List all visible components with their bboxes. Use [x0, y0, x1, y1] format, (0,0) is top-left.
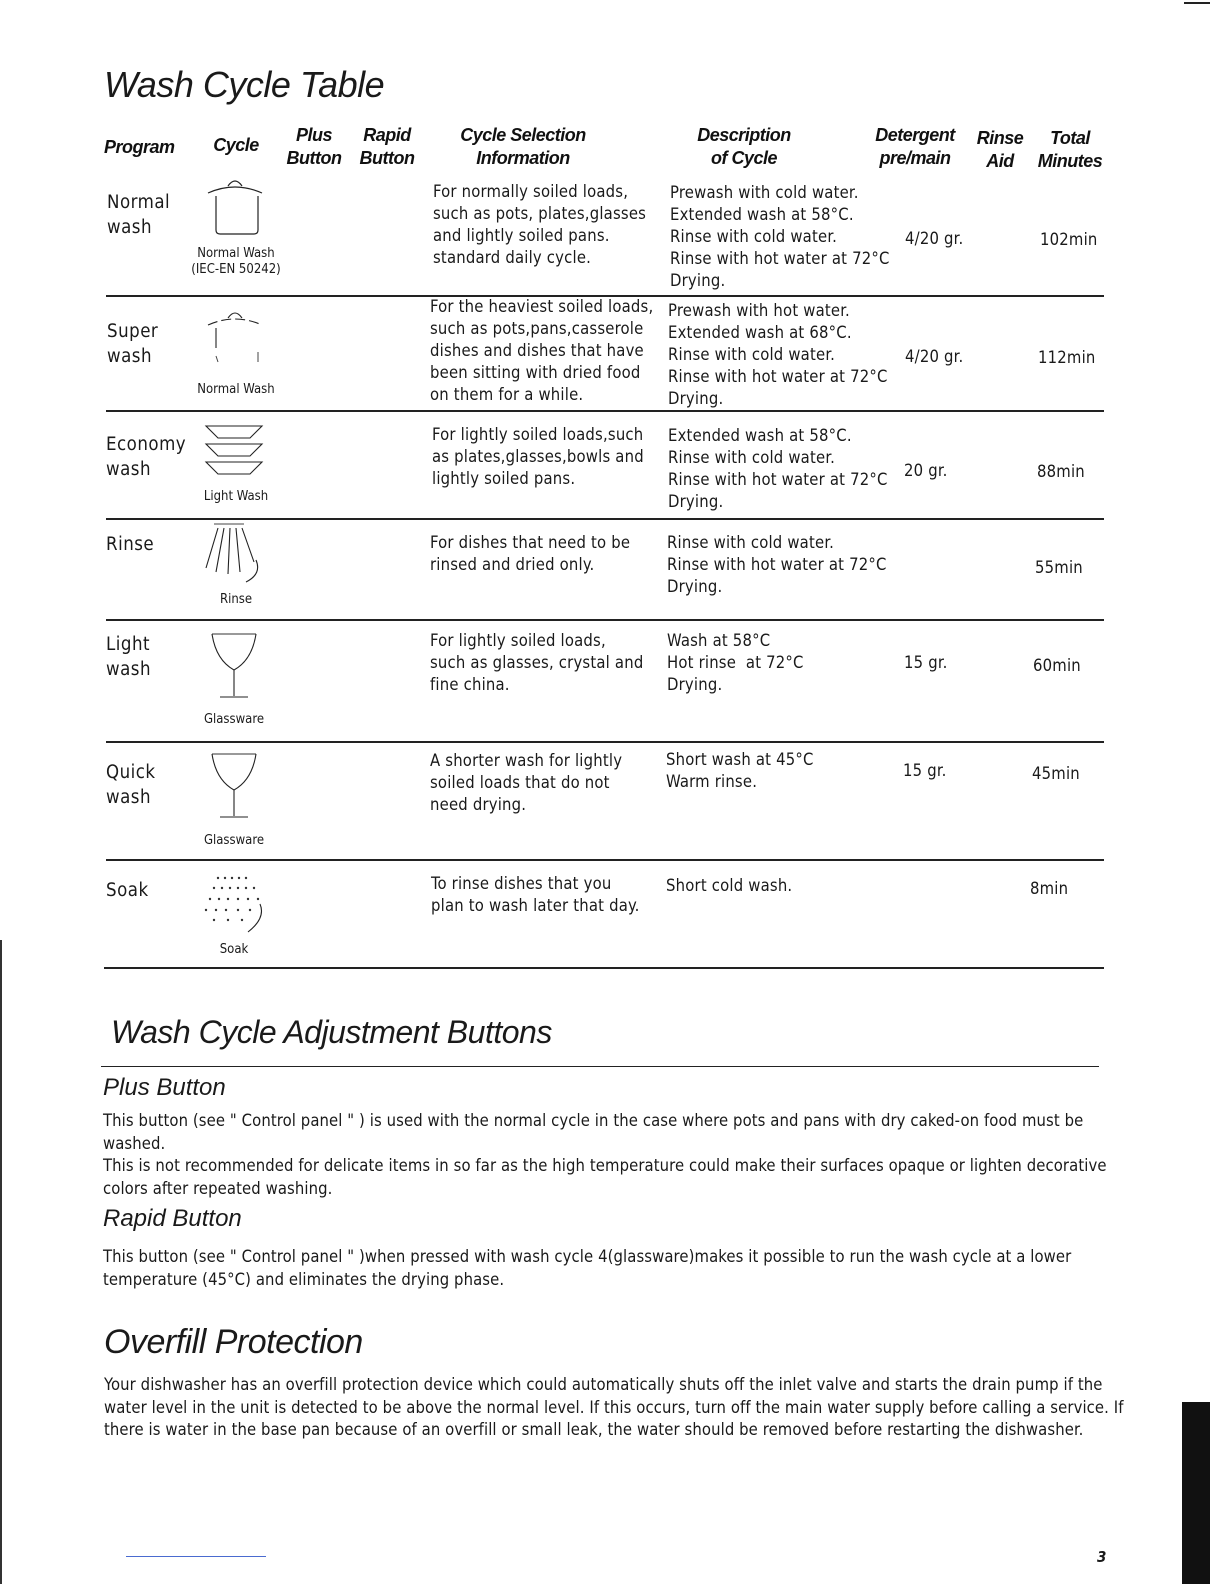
pot-icon: [200, 308, 270, 370]
cycle-description: Rinse with cold water. Rinse with hot water at 72°C Drying.: [667, 533, 887, 596]
section-rule: [101, 1066, 1099, 1067]
cycle-info: For dishes that need to be rinsed and dried only.: [430, 533, 631, 574]
header-program: Program: [104, 137, 175, 157]
total-minutes: 102min: [1040, 230, 1098, 249]
program-name: Economy wash: [106, 434, 187, 480]
total-minutes: 55min: [1035, 558, 1083, 577]
cycle-info: A shorter wash for lightly soiled loads that do not need drying.: [430, 751, 623, 814]
program-name: Quick wash: [106, 762, 156, 808]
total-minutes: 8min: [1030, 879, 1069, 898]
detergent-amount: 15 gr.: [903, 761, 947, 780]
header-detergent: Detergent pre/main: [875, 125, 955, 168]
row-divider: [106, 741, 1104, 743]
pot-icon: [200, 176, 270, 238]
detergent-amount: 20 gr.: [904, 461, 948, 480]
plus-paragraph-1: This button (see " Control panel " ) is used with the normal cycle in the case where pots and pans with dry caked-on food must be washed.: [103, 1111, 1084, 1153]
row-divider: [106, 859, 1104, 861]
total-minutes: 112min: [1038, 348, 1096, 367]
stacked-plates-icon: [200, 420, 270, 482]
wine-glass-icon: [204, 750, 266, 820]
top-right-mark: [1184, 2, 1210, 4]
header-plus: Plus Button: [286, 125, 342, 168]
wine-glass-icon: [204, 630, 266, 700]
detergent-amount: 15 gr.: [904, 653, 948, 672]
program-name: Normal wash: [107, 192, 171, 238]
cycle-info: For normally soiled loads, such as pots, plates,glasses and lightly soiled pans. standard daily cycle.: [433, 182, 647, 267]
header-cycle-selection: Cycle Selection Information: [460, 125, 586, 168]
detergent-amount: 4/20 gr.: [905, 229, 964, 248]
cycle-caption: Normal Wash (IEC-EN 50242): [191, 246, 281, 277]
footer-link-line: [126, 1556, 266, 1557]
header-description: Description of Cycle: [697, 125, 791, 168]
page-title: Wash Cycle Table: [104, 64, 385, 105]
overfill-text: [104, 1374, 1124, 1442]
program-name: Light wash: [106, 634, 152, 680]
plus-paragraph-2: This is not recommended for delicate items in so far as the high temperature could make their surfaces opaque or lighten decorative colors after repeated washing.: [103, 1156, 1107, 1198]
rinse-spray-icon: [198, 522, 272, 588]
cycle-caption: Glassware: [203, 833, 265, 848]
cycle-caption: Glassware: [203, 712, 265, 727]
detergent-amount: 4/20 gr.: [905, 347, 964, 366]
cycle-description: Short cold wash.: [666, 876, 793, 895]
row-divider: [106, 518, 1104, 520]
header-cycle: Cycle: [213, 135, 259, 155]
cycle-caption: Rinse: [219, 592, 253, 607]
cycle-info: For the heaviest soiled loads, such as pots,pans,casserole dishes and dishes that have been sitting with dried food on them for a while.: [430, 297, 654, 404]
program-name: Super wash: [107, 321, 159, 367]
program-name: Soak: [106, 880, 149, 901]
row-divider: [106, 619, 1104, 621]
table-bottom-rule: [104, 967, 1104, 969]
cycle-info: To rinse dishes that you plan to wash later that day.: [431, 874, 640, 915]
header-rinse-aid: Rinse Aid: [976, 128, 1024, 171]
cycle-description: Short wash at 45°C Warm rinse.: [666, 750, 814, 791]
cycle-description: Prewash with cold water. Extended wash at 58°C. Rinse with cold water. Rinse with hot water at 72°C Drying.: [670, 183, 890, 290]
cycle-description: Prewash with hot water. Extended wash at 68°C. Rinse with cold water. Rinse with hot water at 72°C Drying.: [668, 301, 888, 408]
row-divider: [106, 410, 1104, 412]
cycle-info: For lightly soiled loads, such as glasses, crystal and fine china.: [430, 631, 644, 694]
total-minutes: 45min: [1032, 764, 1080, 783]
total-minutes: 60min: [1033, 656, 1081, 675]
total-minutes: 88min: [1037, 462, 1085, 481]
cycle-description: Wash at 58°C Hot rinse at 72°C Drying.: [667, 631, 804, 694]
program-name: Rinse: [106, 534, 155, 555]
page-edge-bar: [1182, 1402, 1210, 1584]
cycle-description: Extended wash at 58°C. Rinse with cold water. Rinse with hot water at 72°C Drying.: [668, 426, 888, 511]
adjustment-section-title: Wash Cycle Adjustment Buttons: [111, 1014, 552, 1050]
soak-drops-icon: [198, 870, 270, 938]
header-total-minutes: Total Minutes: [1037, 128, 1103, 171]
cycle-caption: Soak: [219, 942, 249, 957]
rapid-button-heading: Rapid Button: [103, 1205, 242, 1232]
cycle-caption: Light Wash: [203, 489, 269, 504]
overfill-paragraph: Your dishwasher has an overfill protection device which could automatically shuts off the inlet valve and starts the drain pump if the water level in the unit is detected to be above the normal level. If this occurs, turn off the main water supply before calling a service. If there is water in the base pan because of an overfill or small leak, the water should be removed before restarting the dishwasher.: [104, 1375, 1124, 1439]
page-edge-line: [0, 940, 2, 1584]
plus-button-text: [103, 1110, 1123, 1200]
page-number: 3: [1097, 1548, 1107, 1566]
overfill-section-title: Overfill Protection: [104, 1323, 363, 1361]
cycle-caption: Normal Wash: [197, 382, 275, 397]
header-rapid: Rapid Button: [359, 125, 415, 168]
rapid-paragraph-1: This button (see " Control panel " )when pressed with wash cycle 4(glassware)makes it possible to run the wash cycle at a lower temperature (45°C) and eliminates the drying phase.: [103, 1247, 1072, 1289]
plus-button-heading: Plus Button: [103, 1074, 226, 1101]
rapid-button-text: [103, 1246, 1123, 1291]
cycle-info: For lightly soiled loads,such as plates,glasses,bowls and lightly soiled pans.: [432, 425, 644, 488]
